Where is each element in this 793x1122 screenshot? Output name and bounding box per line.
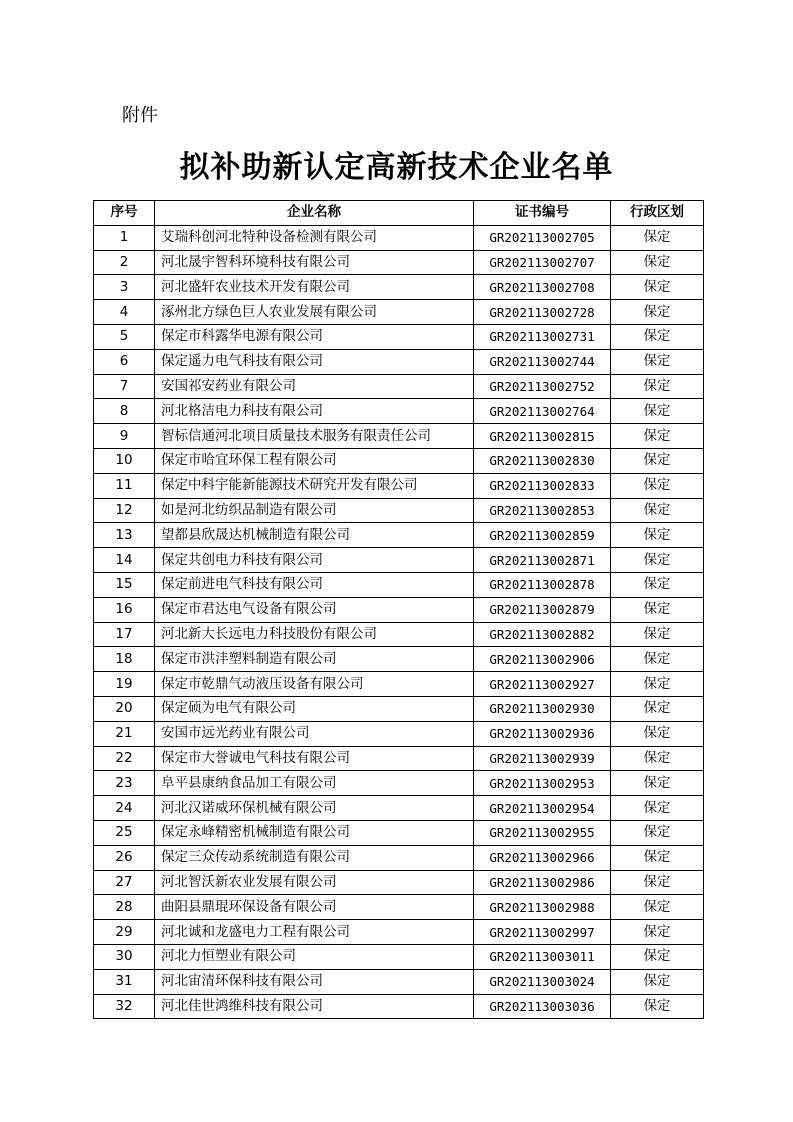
cell-certificate-number: GR202113002955 xyxy=(474,820,611,845)
cell-company-name: 保定市洪沣塑料制造有限公司 xyxy=(155,647,474,672)
cell-serial-number: 27 xyxy=(94,870,155,895)
cell-serial-number: 26 xyxy=(94,845,155,870)
cell-certificate-number: GR202113002879 xyxy=(474,597,611,622)
cell-certificate-number: GR202113003024 xyxy=(474,969,611,994)
cell-administrative-region: 保定 xyxy=(611,845,704,870)
cell-administrative-region: 保定 xyxy=(611,870,704,895)
table-row xyxy=(94,399,704,424)
cell-administrative-region: 保定 xyxy=(611,572,704,597)
table-row xyxy=(94,597,704,622)
table-row xyxy=(94,746,704,771)
cell-company-name: 河北佳世鸿维科技有限公司 xyxy=(155,994,474,1019)
cell-serial-number: 22 xyxy=(94,746,155,771)
table-row xyxy=(94,820,704,845)
cell-serial-number: 25 xyxy=(94,820,155,845)
table-row xyxy=(94,672,704,697)
cell-serial-number: 21 xyxy=(94,721,155,746)
cell-administrative-region: 保定 xyxy=(611,349,704,374)
cell-company-name: 如是河北纺织品制造有限公司 xyxy=(155,498,474,523)
cell-administrative-region: 保定 xyxy=(611,324,704,349)
cell-administrative-region: 保定 xyxy=(611,696,704,721)
table-row xyxy=(94,771,704,796)
cell-certificate-number: GR202113002986 xyxy=(474,870,611,895)
cell-administrative-region: 保定 xyxy=(611,523,704,548)
cell-company-name: 望都县欣晟达机械制造有限公司 xyxy=(155,523,474,548)
cell-serial-number: 1 xyxy=(94,225,155,250)
cell-certificate-number: GR202113002939 xyxy=(474,746,611,771)
cell-certificate-number: GR202113002927 xyxy=(474,672,611,697)
header-certificate-number: 证书编号 xyxy=(474,201,611,226)
cell-certificate-number: GR202113002859 xyxy=(474,523,611,548)
cell-company-name: 保定三众传动系统制造有限公司 xyxy=(155,845,474,870)
cell-serial-number: 16 xyxy=(94,597,155,622)
cell-certificate-number: GR202113002731 xyxy=(474,324,611,349)
cell-administrative-region: 保定 xyxy=(611,622,704,647)
cell-certificate-number: GR202113002833 xyxy=(474,473,611,498)
table-row xyxy=(94,374,704,399)
cell-administrative-region: 保定 xyxy=(611,944,704,969)
table-row xyxy=(94,473,704,498)
cell-serial-number: 17 xyxy=(94,622,155,647)
header-administrative-region: 行政区划 xyxy=(611,201,704,226)
table-row xyxy=(94,275,704,300)
cell-administrative-region: 保定 xyxy=(611,250,704,275)
cell-serial-number: 6 xyxy=(94,349,155,374)
cell-administrative-region: 保定 xyxy=(611,746,704,771)
cell-company-name: 河北智沃新农业发展有限公司 xyxy=(155,870,474,895)
cell-administrative-region: 保定 xyxy=(611,672,704,697)
cell-company-name: 保定市科露华电源有限公司 xyxy=(155,324,474,349)
cell-administrative-region: 保定 xyxy=(611,771,704,796)
cell-company-name: 保定遥力电气科技有限公司 xyxy=(155,349,474,374)
cell-company-name: 河北晟宇智科环境科技有限公司 xyxy=(155,250,474,275)
cell-administrative-region: 保定 xyxy=(611,275,704,300)
cell-certificate-number: GR202113002830 xyxy=(474,448,611,473)
header-company-name: 企业名称 xyxy=(155,201,474,226)
cell-certificate-number: GR202113002966 xyxy=(474,845,611,870)
cell-certificate-number: GR202113002752 xyxy=(474,374,611,399)
cell-administrative-region: 保定 xyxy=(611,796,704,821)
cell-company-name: 河北格洁电力科技有限公司 xyxy=(155,399,474,424)
cell-administrative-region: 保定 xyxy=(611,597,704,622)
table-row xyxy=(94,647,704,672)
table-row xyxy=(94,969,704,994)
table-row xyxy=(94,721,704,746)
table-row xyxy=(94,870,704,895)
table-row xyxy=(94,994,704,1019)
cell-administrative-region: 保定 xyxy=(611,498,704,523)
cell-company-name: 河北力恒塑业有限公司 xyxy=(155,944,474,969)
company-list-table xyxy=(93,200,704,1019)
cell-company-name: 涿州北方绿色巨人农业发展有限公司 xyxy=(155,300,474,325)
cell-administrative-region: 保定 xyxy=(611,448,704,473)
cell-certificate-number: GR202113002764 xyxy=(474,399,611,424)
cell-company-name: 河北盛轩农业技术开发有限公司 xyxy=(155,275,474,300)
cell-serial-number: 7 xyxy=(94,374,155,399)
table-row xyxy=(94,895,704,920)
table-row xyxy=(94,572,704,597)
table-row xyxy=(94,523,704,548)
cell-company-name: 保定前进电气科技有限公司 xyxy=(155,572,474,597)
cell-certificate-number: GR202113002708 xyxy=(474,275,611,300)
cell-certificate-number: GR202113002728 xyxy=(474,300,611,325)
table-row xyxy=(94,424,704,449)
cell-administrative-region: 保定 xyxy=(611,424,704,449)
cell-serial-number: 24 xyxy=(94,796,155,821)
cell-company-name: 河北新大长远电力科技股份有限公司 xyxy=(155,622,474,647)
cell-company-name: 保定市君达电气设备有限公司 xyxy=(155,597,474,622)
cell-administrative-region: 保定 xyxy=(611,399,704,424)
cell-administrative-region: 保定 xyxy=(611,300,704,325)
cell-certificate-number: GR202113002882 xyxy=(474,622,611,647)
cell-certificate-number: GR202113002936 xyxy=(474,721,611,746)
cell-certificate-number: GR202113002953 xyxy=(474,771,611,796)
table-row xyxy=(94,796,704,821)
table-row xyxy=(94,300,704,325)
cell-certificate-number: GR202113002871 xyxy=(474,548,611,573)
table-row xyxy=(94,622,704,647)
cell-company-name: 保定共创电力科技有限公司 xyxy=(155,548,474,573)
cell-administrative-region: 保定 xyxy=(611,374,704,399)
cell-serial-number: 2 xyxy=(94,250,155,275)
cell-certificate-number: GR202113002853 xyxy=(474,498,611,523)
cell-serial-number: 18 xyxy=(94,647,155,672)
cell-certificate-number: GR202113003036 xyxy=(474,994,611,1019)
cell-certificate-number: GR202113002988 xyxy=(474,895,611,920)
cell-administrative-region: 保定 xyxy=(611,994,704,1019)
header-serial-number: 序号 xyxy=(94,201,155,226)
cell-administrative-region: 保定 xyxy=(611,820,704,845)
cell-company-name: 河北诚和龙盛电力工程有限公司 xyxy=(155,920,474,945)
attachment-label: 附件 xyxy=(122,105,158,126)
cell-serial-number: 10 xyxy=(94,448,155,473)
cell-serial-number: 20 xyxy=(94,696,155,721)
cell-company-name: 保定市哈宜环保工程有限公司 xyxy=(155,448,474,473)
cell-serial-number: 5 xyxy=(94,324,155,349)
cell-company-name: 曲阳县鼎琨环保设备有限公司 xyxy=(155,895,474,920)
cell-company-name: 保定市大誉诚电气科技有限公司 xyxy=(155,746,474,771)
cell-company-name: 安国市远光药业有限公司 xyxy=(155,721,474,746)
cell-company-name: 保定中科宇能新能源技术研究开发有限公司 xyxy=(155,473,474,498)
cell-serial-number: 14 xyxy=(94,548,155,573)
cell-administrative-region: 保定 xyxy=(611,225,704,250)
cell-certificate-number: GR202113003011 xyxy=(474,944,611,969)
table-row xyxy=(94,324,704,349)
cell-serial-number: 32 xyxy=(94,994,155,1019)
cell-administrative-region: 保定 xyxy=(611,969,704,994)
cell-serial-number: 13 xyxy=(94,523,155,548)
page-title: 拟补助新认定高新技术企业名单 xyxy=(179,150,614,185)
cell-company-name: 河北宙清环保科技有限公司 xyxy=(155,969,474,994)
cell-company-name: 智标信通河北项目质量技术服务有限责任公司 xyxy=(155,424,474,449)
cell-serial-number: 23 xyxy=(94,771,155,796)
cell-serial-number: 3 xyxy=(94,275,155,300)
cell-serial-number: 28 xyxy=(94,895,155,920)
cell-administrative-region: 保定 xyxy=(611,647,704,672)
cell-certificate-number: GR202113002705 xyxy=(474,225,611,250)
cell-administrative-region: 保定 xyxy=(611,895,704,920)
table-row xyxy=(94,498,704,523)
table-body xyxy=(94,225,704,1019)
cell-certificate-number: GR202113002997 xyxy=(474,920,611,945)
cell-certificate-number: GR202113002744 xyxy=(474,349,611,374)
cell-serial-number: 12 xyxy=(94,498,155,523)
cell-company-name: 保定永峰精密机械制造有限公司 xyxy=(155,820,474,845)
table-row xyxy=(94,448,704,473)
cell-certificate-number: GR202113002930 xyxy=(474,696,611,721)
table-row xyxy=(94,548,704,573)
cell-serial-number: 15 xyxy=(94,572,155,597)
cell-company-name: 阜平县康纳食品加工有限公司 xyxy=(155,771,474,796)
cell-company-name: 保定硕为电气有限公司 xyxy=(155,696,474,721)
cell-administrative-region: 保定 xyxy=(611,473,704,498)
cell-certificate-number: GR202113002954 xyxy=(474,796,611,821)
cell-certificate-number: GR202113002815 xyxy=(474,424,611,449)
table-row xyxy=(94,225,704,250)
cell-administrative-region: 保定 xyxy=(611,721,704,746)
cell-serial-number: 11 xyxy=(94,473,155,498)
table-row xyxy=(94,250,704,275)
table-row xyxy=(94,349,704,374)
cell-company-name: 保定市乾鼎气动液压设备有限公司 xyxy=(155,672,474,697)
cell-serial-number: 9 xyxy=(94,424,155,449)
cell-certificate-number: GR202113002707 xyxy=(474,250,611,275)
cell-company-name: 艾瑞科创河北特种设备检测有限公司 xyxy=(155,225,474,250)
cell-certificate-number: GR202113002906 xyxy=(474,647,611,672)
table-row xyxy=(94,845,704,870)
cell-company-name: 安国祁安药业有限公司 xyxy=(155,374,474,399)
table-header-row xyxy=(94,201,704,226)
cell-company-name: 河北汉诺威环保机械有限公司 xyxy=(155,796,474,821)
cell-serial-number: 30 xyxy=(94,944,155,969)
cell-administrative-region: 保定 xyxy=(611,920,704,945)
cell-serial-number: 4 xyxy=(94,300,155,325)
cell-administrative-region: 保定 xyxy=(611,548,704,573)
table-row xyxy=(94,944,704,969)
cell-serial-number: 8 xyxy=(94,399,155,424)
table-row xyxy=(94,696,704,721)
cell-serial-number: 31 xyxy=(94,969,155,994)
table-row xyxy=(94,920,704,945)
cell-serial-number: 19 xyxy=(94,672,155,697)
cell-serial-number: 29 xyxy=(94,920,155,945)
cell-certificate-number: GR202113002878 xyxy=(474,572,611,597)
